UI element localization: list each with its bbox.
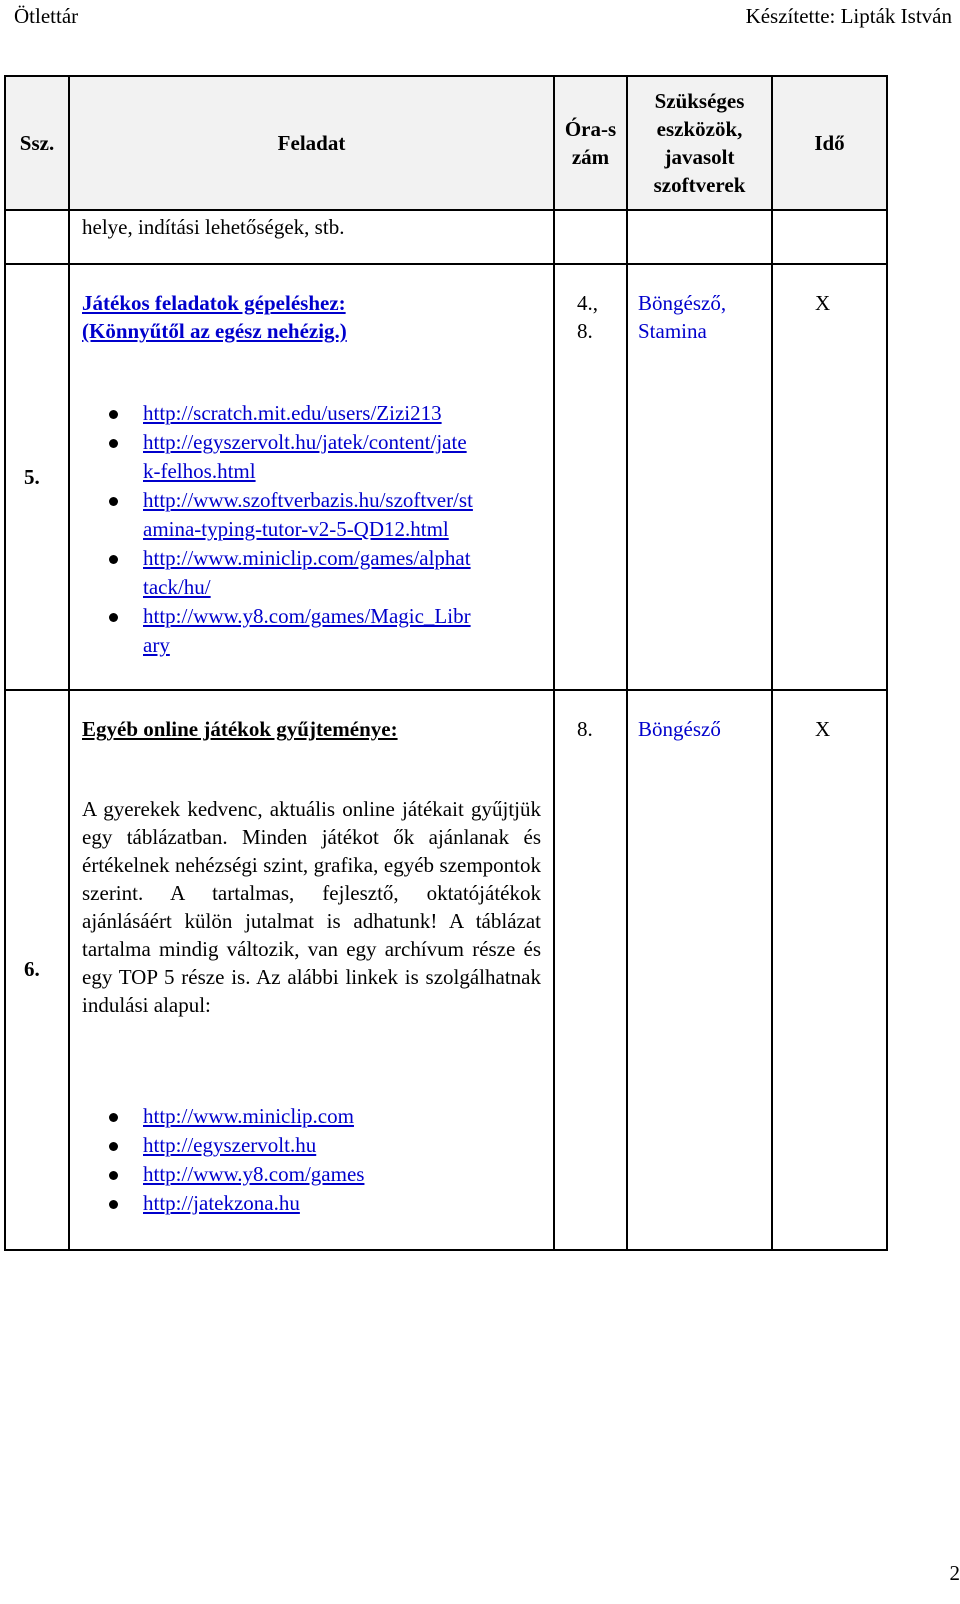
column-header-number: Ssz. xyxy=(4,75,68,209)
link[interactable]: http://scratch.mit.edu/users/Zizi213 xyxy=(143,401,442,425)
link-continuation[interactable]: amina-typing-tutor-v2-5-QD12.html xyxy=(143,517,449,541)
column-header-task: Feladat xyxy=(68,75,553,209)
list-item xyxy=(70,428,550,486)
link[interactable]: http://www.y8.com/games xyxy=(143,1162,365,1186)
column-header-tools: Szükséges eszközök, javasolt szoftverek xyxy=(626,75,771,209)
tools-line2: Stamina xyxy=(638,319,707,343)
link[interactable]: http://egyszervolt.hu xyxy=(143,1133,317,1157)
link[interactable]: http://www.y8.com/games/Magic_Libr xyxy=(143,604,471,628)
list-item xyxy=(70,1131,550,1160)
task-title-line1: Játékos feladatok gépeléshez: xyxy=(82,291,346,315)
list-item xyxy=(70,1189,550,1218)
table-row xyxy=(4,263,888,689)
link-continuation[interactable]: k-felhos.html xyxy=(143,459,256,483)
list-item xyxy=(70,1160,550,1189)
list-item xyxy=(70,486,550,544)
list-item xyxy=(70,399,550,428)
tools: Böngésző xyxy=(638,717,721,741)
list-item xyxy=(70,1102,550,1131)
link[interactable]: http://www.miniclip.com/games/alphat xyxy=(143,546,471,570)
link[interactable]: http://www.szoftverbazis.hu/szoftver/st xyxy=(143,488,473,512)
page-header-left: Ötlettár xyxy=(14,4,79,28)
link-list xyxy=(70,399,550,660)
hours: 8. xyxy=(577,717,593,741)
continuation-text: helye, indítási lehetőségek, stb. xyxy=(82,215,345,239)
hours-line2: 8. xyxy=(577,319,593,343)
link[interactable]: http://www.miniclip.com xyxy=(143,1104,354,1128)
table-row xyxy=(4,689,888,1251)
task-table xyxy=(4,75,888,1251)
column-header-hours: Óra-szám xyxy=(553,75,626,209)
page-number: 2 xyxy=(949,1561,960,1585)
link[interactable]: http://egyszervolt.hu/jatek/content/jate xyxy=(143,430,467,454)
list-item xyxy=(70,544,550,602)
task-title: Egyéb online játékok gyűjteménye: xyxy=(82,717,398,741)
column-header-time: Idő xyxy=(771,75,888,209)
task-description: A gyerekek kedvenc, aktuális online játékait gyűjtjük egy táblázatban. Minden játékot ők ajánlanak és értékelnek nehézségi szint, grafika, egyéb szempontok szerint. A tartalmas, fejlesztő, oktatójátékok ajánlásáért külön jutalmat is adhatunk! A táblázat tartalma mindig változik, van egy archívum része és egy TOP 5 része is. Az alábbi linkek is szolgálhatnak indulási alapul: xyxy=(82,797,541,1017)
row-number: 5. xyxy=(24,465,40,489)
table-header-row xyxy=(4,75,888,209)
link-list xyxy=(70,1102,550,1218)
table-row-continuation xyxy=(4,209,888,263)
row-number: 6. xyxy=(24,957,40,981)
time-mark: X xyxy=(815,291,831,315)
list-item xyxy=(70,602,550,660)
link[interactable]: http://jatekzona.hu xyxy=(143,1191,300,1215)
time-mark: X xyxy=(815,717,831,741)
task-title-line2: (Könnyűtől az egész nehézig.) xyxy=(82,319,347,343)
link-continuation[interactable]: ary xyxy=(143,633,170,657)
link-continuation[interactable]: tack/hu/ xyxy=(143,575,211,599)
hours-line1: 4., xyxy=(577,291,598,315)
page-header-right: Készítette: Lipták István xyxy=(745,4,952,28)
tools-line1: Böngésző, xyxy=(638,291,727,315)
